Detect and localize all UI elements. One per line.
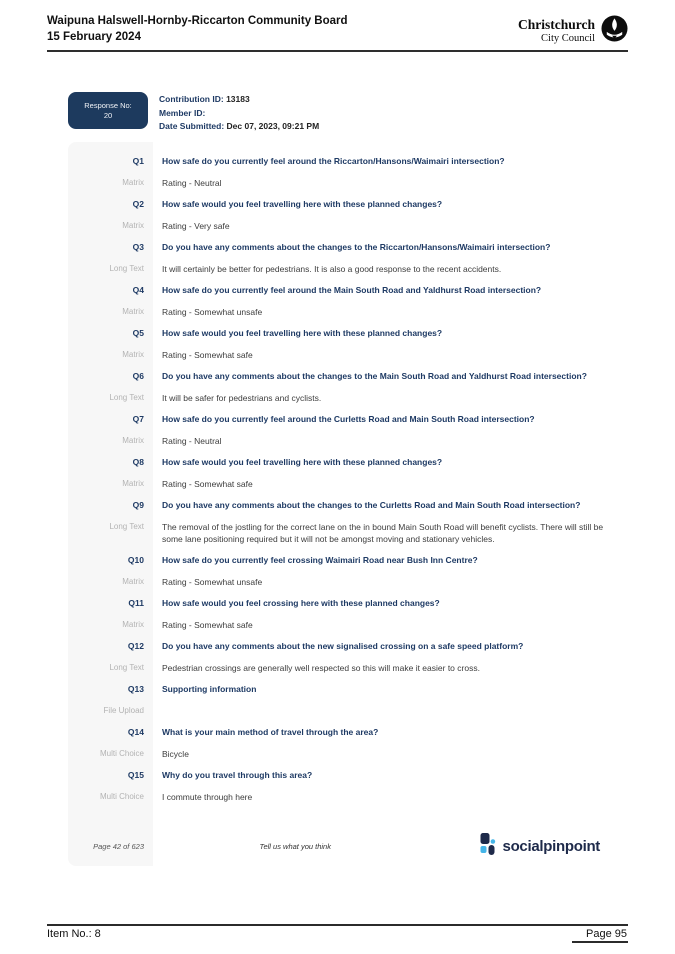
qa-block [68,597,628,631]
question-number: Q15 [127,769,144,780]
socialpinpoint-wordmark: socialpinpoint [502,837,600,855]
board-title: Waipuna Halswell-Hornby-Riccarton Community Board [47,15,348,27]
response-number-badge [68,92,148,129]
question-row [68,499,628,511]
question-number: Q9 [132,499,144,510]
answer-row [68,478,628,490]
question-text: Do you have any comments about the changes to the Curletts Road and Main South Road intersection? [162,499,581,510]
question-number: Q2 [132,198,144,209]
qa-block [68,456,628,490]
answer-text: Rating - Somewhat safe [162,619,253,630]
question-row [68,456,628,468]
answer-text: The removal of the jostling for the correct lane on the in bound Main South Road will benefit cyclists. There will still be some lane positioning required but it will not be amongst moving and stationary vehicles. [162,521,604,544]
answer-text: It will be safer for pedestrians and cyclists. [162,392,322,403]
question-text: How safe do you currently feel around the Curletts Road and Main South Road intersection? [162,413,535,424]
answer-text: Rating - Very safe [162,220,230,231]
qa-block [68,726,628,760]
qa-block [68,198,628,232]
answer-row [68,177,628,189]
answer-text: It will certainly be better for pedestrians. It is also a good response to the recent accidents. [162,263,502,274]
question-row [68,769,628,781]
question-row [68,284,628,296]
question-row [68,198,628,210]
council-name: Christchurch [517,17,595,32]
qa-block [68,769,628,803]
response-badge-number: 20 [103,110,113,120]
qa-block [68,640,628,674]
question-number: Q5 [132,327,144,338]
council-logo [518,15,628,47]
survey-footer [68,833,628,866]
response-badge-label: Response No: [84,100,132,110]
survey-page-info: Page 42 of 623 [93,841,144,851]
answer-row [68,748,628,760]
qa-block [68,241,628,275]
response-meta [159,92,319,134]
question-row [68,241,628,253]
question-text: How safe do you currently feel around the Riccarton/Hansons/Waimairi intersection? [162,155,505,166]
answer-text: Bicycle [162,748,189,759]
qa-block [68,554,628,588]
question-text: What is your main method of travel through the area? [162,726,379,737]
contribution-id-value: 13183 [226,94,250,104]
answer-row [68,263,628,275]
socialpinpoint-icon [478,833,498,860]
answer-text: Rating - Somewhat unsafe [162,576,263,587]
question-number: Q4 [132,284,144,295]
qa-block [68,370,628,404]
qa-block [68,413,628,447]
question-text: Supporting information [162,683,257,694]
question-number: Q7 [132,413,144,424]
question-text: How safe would you feel crossing here with these planned changes? [162,597,440,608]
answer-row [68,662,628,674]
page-number: Page 95 [572,928,628,943]
answer-row [68,349,628,361]
question-row [68,726,628,738]
date-submitted-value: Dec 07, 2023, 09:21 PM [226,121,320,131]
question-type: Long Text [109,392,144,402]
answer-text: Pedestrian crossings are generally well respected so this will make it easier to cross. [162,662,480,673]
survey-tagline: Tell us what you think [259,841,331,851]
header-divider [47,50,628,52]
qa-list [68,155,628,803]
question-type: Matrix [122,619,144,629]
question-type: Matrix [122,177,144,187]
answer-row [68,521,628,545]
contribution-id-label: Contribution ID: [159,94,224,104]
question-type: Matrix [122,478,144,488]
question-type: Long Text [109,521,144,531]
question-text: How safe would you feel travelling here with these planned changes? [162,198,443,209]
question-type: Matrix [122,349,144,359]
qa-section [68,142,628,866]
question-type: Matrix [122,306,144,316]
question-type: Multi Choice [99,748,144,758]
answer-text: I commute through here [162,791,253,802]
answer-text: Rating - Somewhat unsafe [162,306,263,317]
question-number: Q3 [132,241,144,252]
question-number: Q10 [127,554,144,565]
question-text: Why do you travel through this area? [162,769,313,780]
question-row [68,413,628,425]
council-subname: City Council [541,32,595,44]
question-number: Q12 [127,640,144,651]
date-submitted-row [159,120,319,134]
answer-text: Rating - Neutral [162,177,222,188]
answer-row [68,619,628,631]
question-row [68,155,628,167]
member-id-row [159,107,319,121]
question-row [68,370,628,382]
question-text: How safe do you currently feel crossing Waimairi Road near Bush Inn Centre? [162,554,478,565]
question-row [68,640,628,652]
contribution-id-row [159,93,319,107]
page-header [0,0,675,47]
member-id-label: Member ID: [159,107,206,118]
question-number: Q11 [128,597,144,608]
question-text: How safe would you feel travelling here with these planned changes? [162,456,443,467]
question-number: Q6 [132,370,144,381]
response-header [68,92,628,134]
date-submitted-label: Date Submitted: [159,121,225,131]
answer-row [68,791,628,803]
council-emblem-icon [601,15,628,47]
council-logo-text [518,18,595,44]
question-type: Matrix [122,576,144,586]
question-number: Q8 [132,456,144,467]
qa-block [68,327,628,361]
question-type: Long Text [109,263,144,273]
qa-block [68,499,628,545]
question-type: Matrix [122,220,144,230]
meeting-date: 15 February 2024 [47,31,141,43]
item-number: Item No.: 8 [47,928,101,940]
question-type: Multi Choice [99,791,144,801]
qa-block [68,284,628,318]
page-footer [47,924,628,943]
question-text: How safe do you currently feel around the Main South Road and Yaldhurst Road intersection? [162,284,542,295]
question-type: File Upload [103,705,144,715]
answer-text: Rating - Somewhat safe [162,349,253,360]
question-text: How safe would you feel travelling here with these planned changes? [162,327,443,338]
question-text: Do you have any comments about the new signalised crossing on a safe speed platform? [162,640,524,651]
question-number: Q1 [132,155,144,166]
question-number: Q14 [127,726,144,737]
question-row [68,683,628,695]
question-text: Do you have any comments about the changes to the Main South Road and Yaldhurst Road intersection? [162,370,587,381]
answer-text [153,705,628,717]
answer-row [68,576,628,588]
header-titles [47,13,348,45]
question-type: Matrix [122,435,144,445]
answer-row [68,306,628,318]
question-number: Q13 [127,683,144,694]
socialpinpoint-logo [478,833,600,860]
answer-row [68,435,628,447]
answer-text: Rating - Somewhat safe [162,478,253,489]
question-row [68,327,628,339]
question-text: Do you have any comments about the changes to the Riccarton/Hansons/Waimairi intersection? [162,241,551,252]
answer-row [68,392,628,404]
answer-text: Rating - Neutral [162,435,222,446]
answer-row [68,705,628,717]
question-row [68,597,628,609]
question-type: Long Text [109,662,144,672]
qa-block [68,155,628,189]
answer-row [68,220,628,232]
question-row [68,554,628,566]
qa-block [68,683,628,717]
